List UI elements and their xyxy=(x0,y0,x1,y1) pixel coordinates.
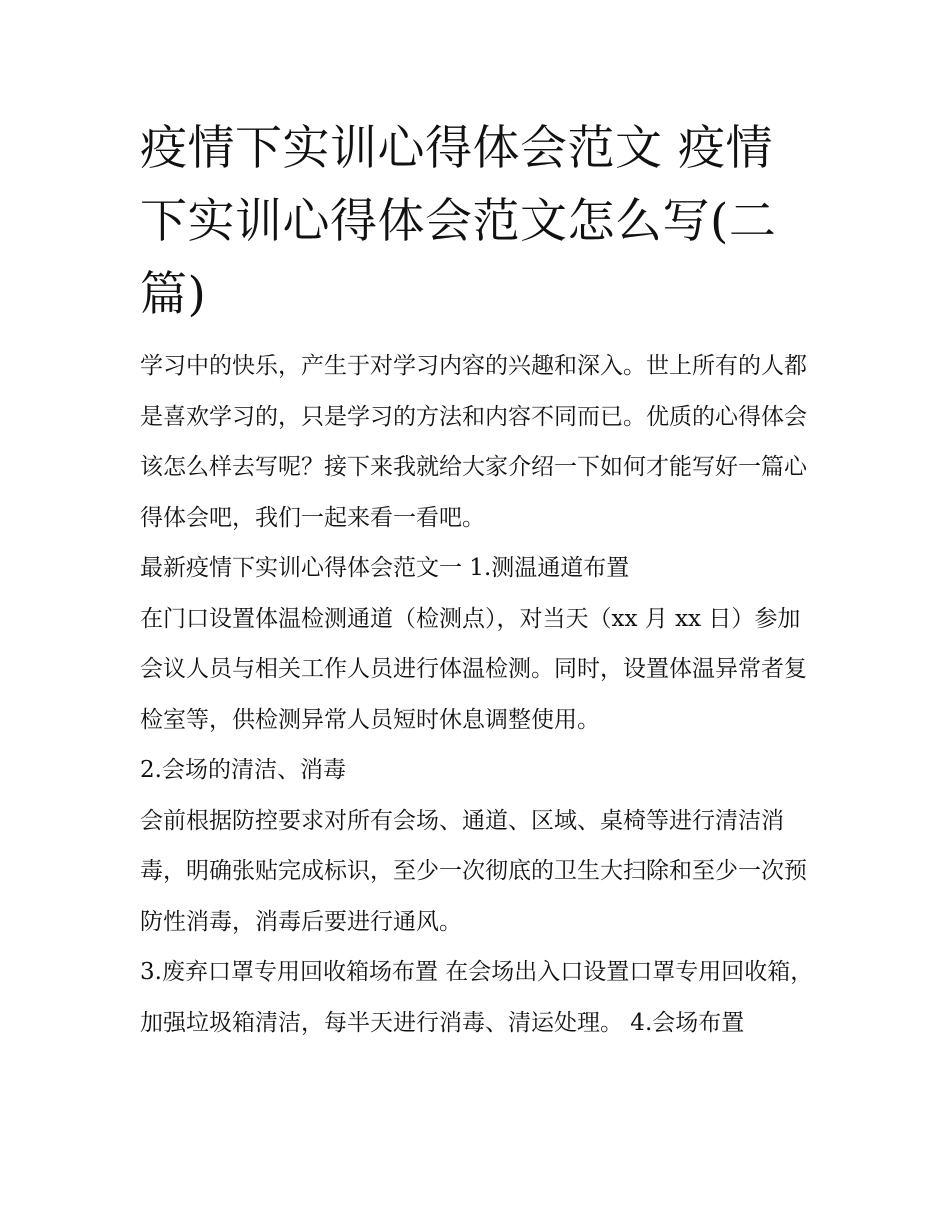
section-heading-1: 最新疫情下实训心得体会范文一 1.测温通道布置 xyxy=(140,555,630,581)
paragraph-temperature-check: 在门口设置体温检测通道（检测点），对当天（xx 月 xx 日）参加会议人员与相关工作人员进行体温检测。同时，设置体温异常者复检室等，供检测异常人员短时休息调整使用。 xyxy=(140,605,807,733)
section-heading-2: 2.会场的清洁、消毒 xyxy=(140,757,346,783)
paragraph-mask-recycling: 3.废弃口罩专用回收箱场布置 在会场出入口设置口罩专用回收箱，加强垃圾箱清洁，每半天进行消毒、清运处理。 4.会场布置 xyxy=(140,959,814,1036)
document-title: 疫情下实训心得体会范文 疫情下实训心得体会范文怎么写(二篇) xyxy=(140,121,777,322)
document-body xyxy=(140,341,820,1048)
intro-paragraph: 学习中的快乐，产生于对学习内容的兴趣和深入。世上所有的人都是喜欢学习的，只是学习的方法和内容不同而已。优质的心得体会该怎么样去写呢？接下来我就给大家介绍一下如何才能写好一篇心得体会吧，我们一起来看一看吧。 xyxy=(140,353,807,531)
document-content xyxy=(140,112,820,1048)
paragraph-disinfection: 会前根据防控要求对所有会场、通道、区域、桌椅等进行清洁消毒，明确张贴完成标识，至少一次彻底的卫生大扫除和至少一次预防性消毒，消毒后要进行通风。 xyxy=(140,807,807,935)
